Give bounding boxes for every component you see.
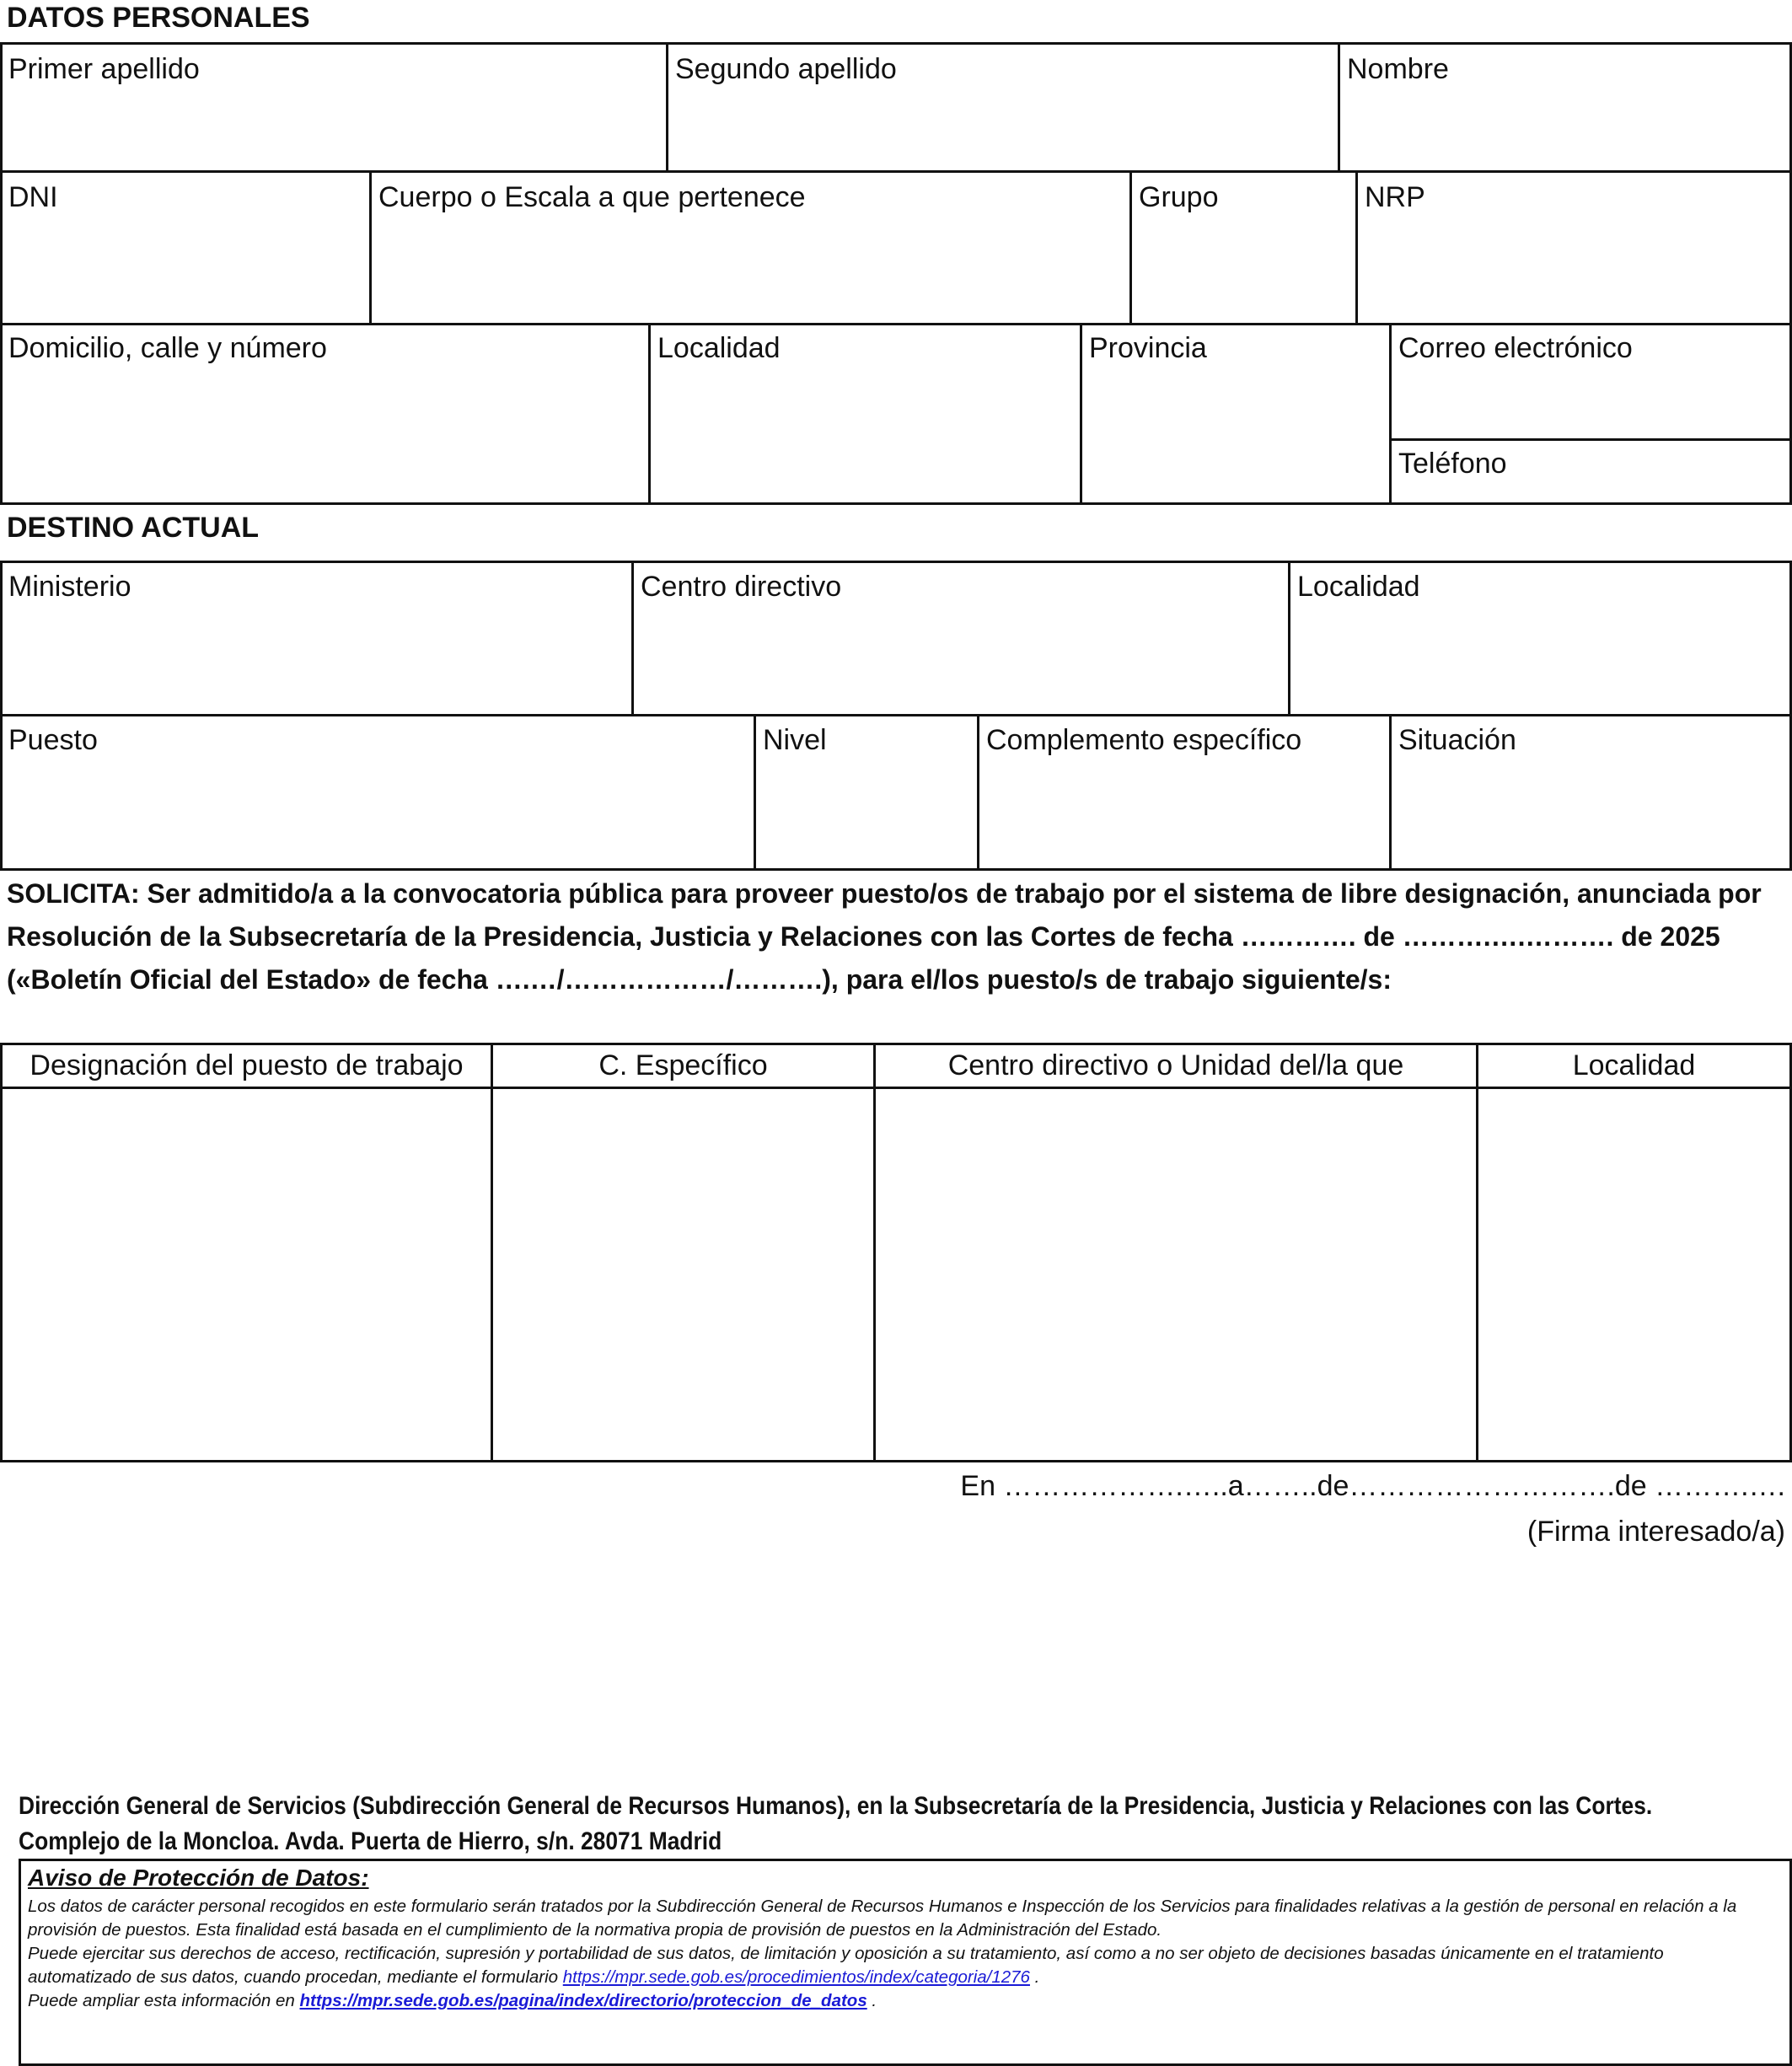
- aviso-body: [28, 1895, 1789, 2013]
- field-complemento-especifico[interactable]: [977, 714, 1392, 871]
- field-provincia[interactable]: [1080, 323, 1392, 505]
- footer-line-2: Complejo de la Moncloa. Avda. Puerta de Hierro, s/n. 28071 Madrid: [19, 1827, 722, 1855]
- section-title-datos-personales: DATOS PERSONALES: [7, 2, 310, 34]
- table-cell-c-especifico[interactable]: [491, 1087, 876, 1462]
- solicita-line-1: SOLICITA: Ser admitido/a a la convocatoria pública para proveer puesto/os de trabajo por el sistema de libre designación, anunciada por: [7, 878, 1762, 909]
- solicita-line-3: («Boletín Oficial del Estado» de fecha ….…/………………/……….), para el/los puesto/s de trabajo siguiente/s:: [7, 964, 1392, 995]
- section-title-destino-actual: DESTINO ACTUAL: [7, 512, 260, 544]
- aviso-p2-line2: [28, 1966, 1789, 1989]
- field-grupo[interactable]: [1129, 170, 1358, 325]
- label-complemento-especifico: Complemento específico: [986, 724, 1302, 756]
- field-domicilio[interactable]: [0, 323, 651, 505]
- label-puesto: Puesto: [8, 724, 98, 756]
- field-nrp[interactable]: [1355, 170, 1792, 325]
- label-nrp: NRP: [1365, 181, 1425, 213]
- field-centro-directivo[interactable]: [631, 561, 1290, 716]
- field-ministerio[interactable]: [0, 561, 634, 716]
- table-header-localidad: Localidad: [1476, 1043, 1792, 1089]
- solicita-line-2: Resolución de la Subsecretaría de la Presidencia, Justicia y Relaciones con las Cortes de fecha …………. de ……….….………. de 2025: [7, 921, 1720, 952]
- label-localidad-personal: Localidad: [657, 332, 781, 364]
- label-segundo-apellido: Segundo apellido: [675, 53, 897, 85]
- field-correo-electronico[interactable]: [1389, 323, 1792, 441]
- field-situacion[interactable]: [1389, 714, 1792, 871]
- table-header-c-especifico: C. Específico: [491, 1043, 876, 1089]
- field-dni[interactable]: [0, 170, 372, 325]
- aviso-title: Aviso de Protección de Datos:: [28, 1865, 369, 1891]
- aviso-p1-line2: provisión de puestos. Esta finalidad está basada en el cumplimiento de la normativa propia de provisión de puestos en la Administración del Estado.: [28, 1920, 1162, 1940]
- aviso-p3-post: .: [866, 1991, 877, 2010]
- field-cuerpo-escala[interactable]: [369, 170, 1132, 325]
- aviso-p2-text: automatizado de sus datos, cuando procedan, mediante el formulario: [28, 1967, 563, 1987]
- footer-line-1: Dirección General de Servicios (Subdirección General de Recursos Humanos), en la Subsecretaría de la Presidencia, Justicia y Relaciones con las Cortes.: [19, 1792, 1653, 1820]
- table-cell-designacion[interactable]: [0, 1087, 493, 1462]
- label-provincia: Provincia: [1089, 332, 1207, 364]
- label-correo-electronico: Correo electrónico: [1398, 332, 1633, 364]
- label-telefono: Teléfono: [1398, 448, 1507, 480]
- field-primer-apellido[interactable]: [0, 42, 668, 173]
- solicita-paragraph: [7, 872, 1785, 1001]
- field-puesto[interactable]: [0, 714, 756, 871]
- field-nivel[interactable]: [754, 714, 979, 871]
- firma-label: (Firma interesado/a): [1526, 1516, 1785, 1548]
- aviso-p3-line: [28, 1989, 1789, 2013]
- field-telefono[interactable]: [1389, 438, 1792, 505]
- field-localidad-personal[interactable]: [648, 323, 1082, 505]
- label-nivel: Nivel: [763, 724, 827, 756]
- link-proteccion-datos[interactable]: https://mpr.sede.gob.es/pagina/index/directorio/proteccion_de_datos: [299, 1991, 867, 2010]
- label-centro-directivo: Centro directivo: [641, 571, 842, 603]
- label-grupo: Grupo: [1139, 181, 1219, 213]
- field-segundo-apellido[interactable]: [666, 42, 1340, 173]
- field-localidad-destino[interactable]: [1288, 561, 1792, 716]
- label-dni: DNI: [8, 181, 58, 213]
- aviso-p1-line1: Los datos de carácter personal recogidos en este formulario serán tratados por la Subdirección General de Recursos Humanos e Inspección de los Servicios para finalidades relativas a la gestión de personal en relación a la: [28, 1897, 1737, 1916]
- label-cuerpo-escala: Cuerpo o Escala a que pertenece: [378, 181, 806, 213]
- table-header-centro-directivo: Centro directivo o Unidad del/la que: [873, 1043, 1478, 1089]
- label-domicilio: Domicilio, calle y número: [8, 332, 327, 364]
- table-cell-centro-directivo[interactable]: [873, 1087, 1478, 1462]
- lugar-fecha-line: En ……………….…..a……..de……………………….de ……….….: [960, 1470, 1785, 1502]
- table-header-designacion: Designación del puesto de trabajo: [0, 1043, 493, 1089]
- label-situacion: Situación: [1398, 724, 1516, 756]
- field-nombre[interactable]: [1338, 42, 1792, 173]
- aviso-p3-text: Puede ampliar esta información en: [28, 1991, 300, 2010]
- label-primer-apellido: Primer apellido: [8, 53, 200, 85]
- aviso-p2-line1: Puede ejercitar sus derechos de acceso, rectificación, supresión y portabilidad de sus datos, de limitación y oposición a su tratamiento, así como a no ser objeto de decisiones basadas únicamente en el tratamiento: [28, 1944, 1664, 1963]
- link-formulario[interactable]: https://mpr.sede.gob.es/procedimientos/index/categoria/1276: [562, 1967, 1030, 1987]
- aviso-proteccion-datos-box: [19, 1859, 1792, 2066]
- label-ministerio: Ministerio: [8, 571, 131, 603]
- label-nombre: Nombre: [1347, 53, 1449, 85]
- table-cell-localidad[interactable]: [1476, 1087, 1792, 1462]
- aviso-p2-post: .: [1029, 1967, 1040, 1987]
- label-localidad-destino: Localidad: [1297, 571, 1420, 603]
